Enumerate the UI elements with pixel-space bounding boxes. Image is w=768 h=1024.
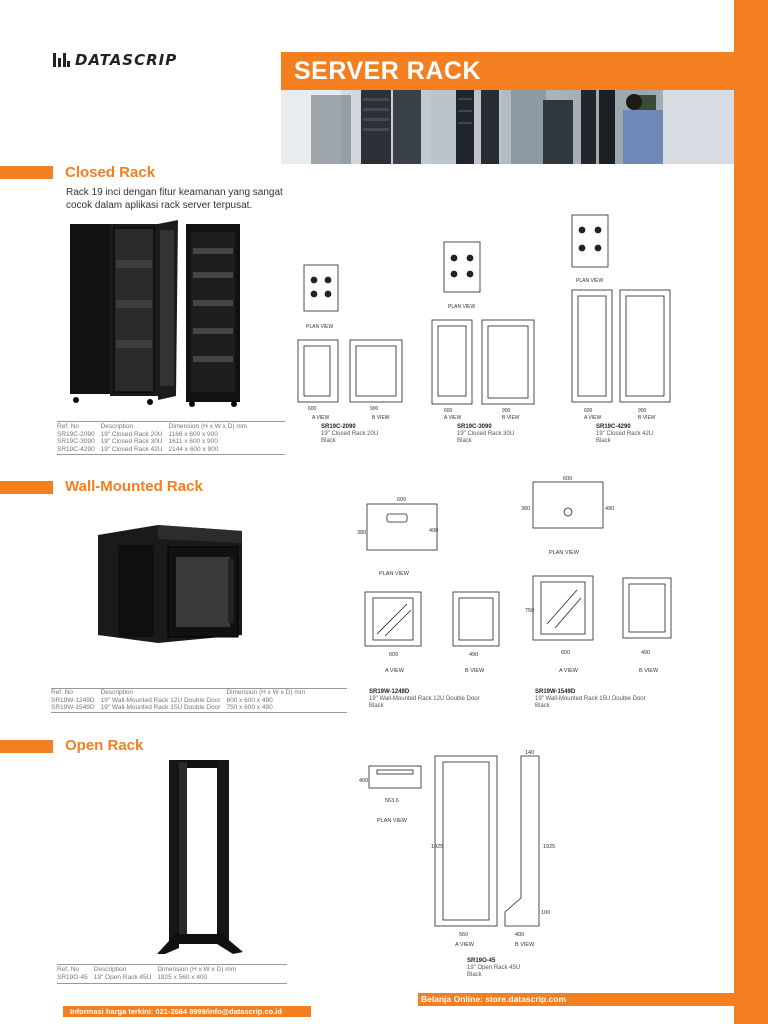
cell: 19" Wall-Mounted Rack 12U Double Door [100,696,221,704]
datacenter-illustration [281,90,734,164]
dim-label: 600 [584,408,593,414]
dim-label: 600 [563,476,573,482]
model-color: Black [467,972,482,978]
dim-label: 1925 [543,844,556,850]
view-label: PLAN VIEW [448,304,476,310]
col-ref: Ref. No [57,966,80,973]
view-label: A VIEW [455,942,474,948]
cell: 1166 x 600 x 900 [168,430,218,438]
model-desc: 19" Closed Rack 42U [596,431,654,437]
wall-rack-photo [92,523,252,653]
view-label: PLAN VIEW [379,571,409,577]
open-rack-photo [155,758,245,956]
model-code: SR19W-1249D [369,689,410,695]
brand-logo [53,52,177,68]
wall-rack-drawings [355,474,685,679]
table-row [57,974,242,982]
cell: SR19C-2090 [57,430,95,438]
col-desc: Description [93,966,127,973]
model-desc: 19" Wall-Mounted Rack 12U Double Door [369,696,480,702]
model-desc: 19" Wall-Mounted Rack 15U Double Door [535,696,646,702]
brand-name: DATASCRIP [75,51,178,69]
col-ref: Ref. No [57,423,80,430]
view-label: A VIEW [559,668,578,674]
view-label: B VIEW [465,668,485,674]
cell: 1611 x 600 x 900 [168,438,218,445]
view-label: PLAN VIEW [377,818,407,824]
table-row [51,697,311,705]
view-label: A VIEW [312,415,330,421]
dim-label: 600 [561,650,571,656]
dim-label: 400 [359,778,369,784]
model-desc: 19" Open Rack 45U [467,965,521,971]
table-header-row [51,689,311,697]
dim-label: 900 [502,408,511,414]
model-code: SR19C-4290 [596,424,631,430]
col-desc: Description [100,689,134,696]
model-caption [457,424,514,445]
dim-label: 140 [525,750,535,756]
dim-label: 490 [605,506,615,512]
page-title: SERVER RACK [294,57,482,85]
view-label: B VIEW [639,668,659,674]
model-caption [596,424,653,445]
wall-spec-table [51,689,311,712]
section-bar-closed [0,166,53,179]
table-row [51,704,311,712]
dim-label: 560 [459,932,469,938]
model-color: Black [369,703,384,709]
dim-label: 490 [429,528,439,534]
cell: 750 x 600 x 490 [226,704,273,711]
cell: SR19C-3090 [57,438,95,445]
closed-table-bottom-line [57,454,285,455]
cell: SR19W-1249D [51,696,95,704]
model-caption [535,689,646,710]
view-label: PLAN VIEW [306,324,334,330]
model-code: SR19O-45 [467,958,496,964]
dim-label: 490 [641,650,651,656]
view-label: B VIEW [372,415,390,421]
table-header-row [57,423,253,431]
wall-rack-title: Wall-Mounted Rack [65,478,203,495]
view-label: A VIEW [584,415,602,421]
dim-label: 600 [389,652,399,658]
cell: SR19C-4290 [57,445,95,453]
table-row [57,431,253,439]
model-color: Black [321,438,336,444]
dim-label: 900 [370,406,379,412]
col-desc: Description [100,423,134,430]
col-ref: Ref. No [51,689,74,696]
view-label: B VIEW [638,415,656,421]
view-label: PLAN VIEW [576,278,604,284]
model-caption [467,958,520,979]
closed-rack-photo [66,220,246,410]
closed-spec-table [57,423,253,453]
col-dim: Dimension (H x W x D) mm [157,966,237,973]
open-table-top-line [57,964,287,965]
model-code: SR19C-2090 [321,424,356,430]
logo-mark-icon [53,53,71,67]
dim-label: 600 [308,406,317,412]
table-header-row [57,966,242,974]
wall-table-bottom-line [51,712,347,713]
dim-label: 100 [541,910,551,916]
cell: 600 x 600 x 490 [226,696,273,704]
cell: 19" Closed Rack 42U [100,445,163,453]
view-label: PLAN VIEW [549,550,579,556]
dim-label: 1925 [431,844,444,850]
cell: 19" Closed Rack 30U [100,438,163,445]
dim-label: 563.6 [385,798,399,804]
model-desc: 19" Closed Rack 20U [321,431,379,437]
cell: 19" Wall-Mounted Rack 15U Double Door [100,704,221,711]
dim-label: 380 [521,506,531,512]
dim-label: 900 [638,408,647,414]
closed-table-top-line [57,421,285,422]
cell: 19" Open Rack 45U [93,973,152,981]
closed-rack-drawings [292,210,692,425]
cell: SR19W-1549D [51,704,95,711]
model-caption [369,689,480,710]
side-accent-strip [734,0,768,1024]
open-spec-table [57,966,242,981]
dim-label: 380 [357,530,367,536]
table-row [57,446,253,454]
view-label: B VIEW [502,415,520,421]
dim-label: 750 [525,608,535,614]
dim-label: 400 [515,932,525,938]
model-color: Black [535,703,550,709]
col-dim: Dimension (H x W x D) mm [168,423,248,430]
model-color: Black [596,438,611,444]
section-bar-open [0,740,53,753]
cell: SR19O-45 [57,973,88,981]
dim-label: 600 [444,408,453,414]
model-desc: 19" Closed Rack 30U [457,431,515,437]
open-table-bottom-line [57,983,287,984]
dim-label: 490 [469,652,479,658]
view-label: A VIEW [444,415,462,421]
table-row [57,438,253,446]
open-rack-drawings [355,748,565,958]
col-dim: Dimension (H x W x D) mm [226,689,306,696]
closed-rack-description: Rack 19 inci dengan fitur keamanan yang sangat cocok dalam aplikasi rack server terpusat. [66,187,283,211]
view-label: B VIEW [515,942,535,948]
footer-contact: Informasi harga terkini: 021-2664 8999/info@datascrip.co.id [70,1007,282,1016]
open-rack-title: Open Rack [65,737,144,754]
dim-label: 600 [397,497,407,503]
cell: 19" Closed Rack 20U [100,430,163,438]
footer-online-link[interactable]: Belanja Online: store.datascrip.com [421,994,567,1004]
model-code: SR19W-1549D [535,689,576,695]
model-caption [321,424,378,445]
closed-rack-title: Closed Rack [65,164,156,181]
cell: 1925 x 560 x 400 [157,973,208,981]
section-bar-wall [0,481,53,494]
hero-datacenter-image [281,90,734,164]
model-color: Black [457,438,472,444]
view-label: A VIEW [385,668,404,674]
cell: 2144 x 600 x 900 [168,445,219,453]
model-code: SR19C-3090 [457,424,492,430]
